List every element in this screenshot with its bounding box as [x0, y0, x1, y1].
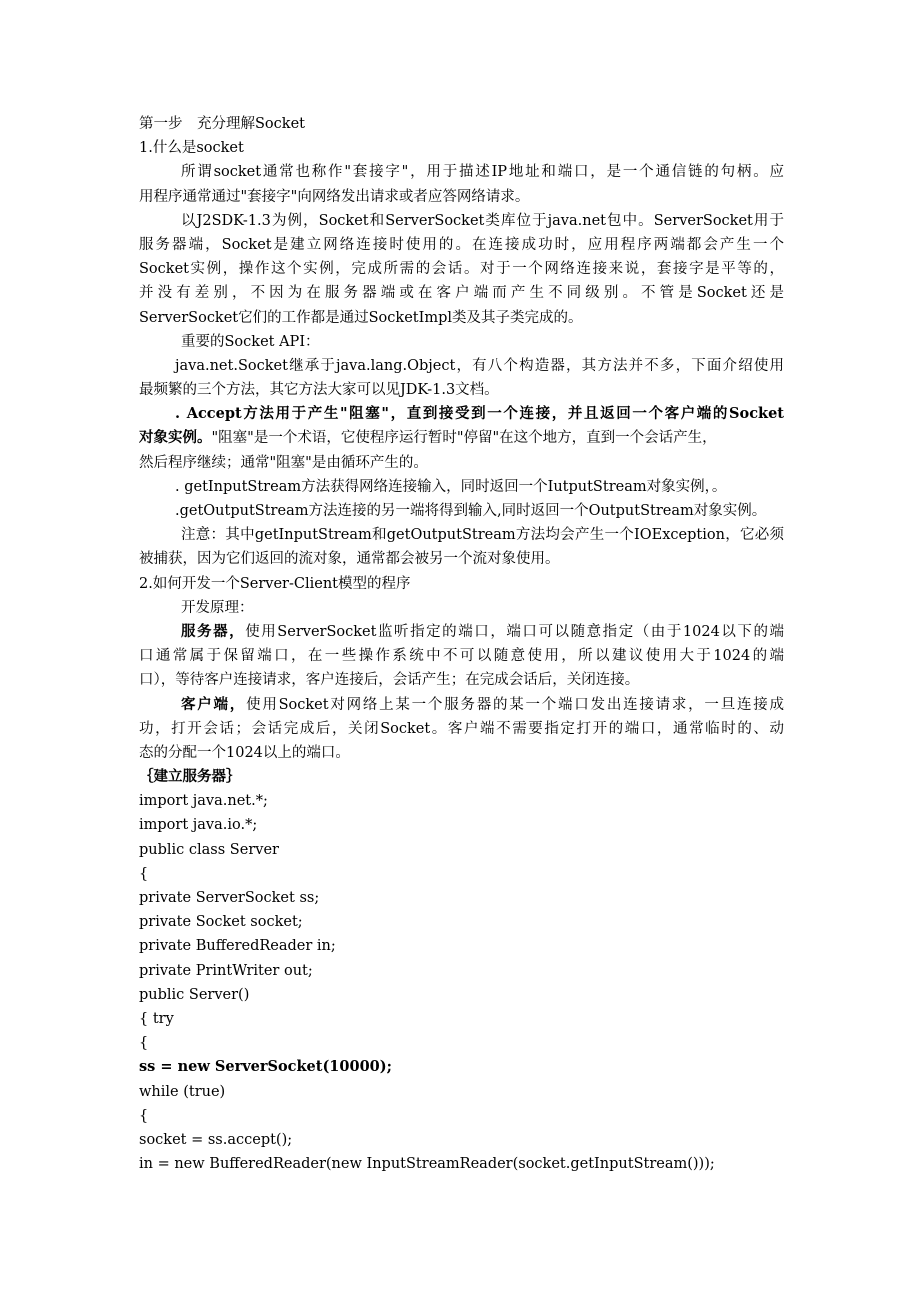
note-line-1: 注意：其中getInputStream和getOutputStream方法均会产生一个IOException，它必须	[181, 527, 784, 544]
code-line-8: private PrintWriter out;	[139, 962, 313, 979]
code-line-5: private ServerSocket ss;	[139, 890, 320, 906]
code-line-bold: ss = new ServerSocket(10000);	[139, 1058, 392, 1076]
code-line-7: private BufferedReader in;	[139, 938, 336, 955]
section-heading-2: 2.如何开发一个Server-Client模型的程序	[139, 575, 411, 592]
code-line-3: public class Server	[139, 841, 279, 858]
para-3-line-2: 最频繁的三个方法，其它方法大家可以见JDK-1.3文档。	[139, 382, 499, 399]
para-2-line-5: ServerSocket它们的工作都是通过SocketImpl类及其子类完成的。	[139, 309, 583, 326]
accept-method-line-1: . Accept方法用于产生"阻塞"，直到接受到一个连接，并且返回一个客户端的Socket	[175, 405, 784, 423]
api-title: 重要的Socket API：	[181, 333, 320, 350]
para-1-line-1: 所谓socket通常也称作"套接字"，用于描述IP地址和端口，是一个通信链的句柄。应	[181, 164, 784, 181]
code-line-6: private Socket socket;	[139, 914, 303, 931]
build-server-title: ｛建立服务器｝	[139, 768, 241, 786]
code-line-11: {	[139, 1035, 149, 1052]
code-line-10: { try	[139, 1010, 174, 1027]
para-2-line-4: 并没有差别，不因为在服务器端或在客户端而产生不同级别。不管是Socket还是	[139, 285, 784, 302]
accept-method-line-3: 然后程序继续；通常"阻塞"是由循环产生的。	[139, 454, 428, 471]
client-bold-label: 客户端，	[181, 695, 247, 713]
server-line-2: 口通常属于保留端口，在一些操作系统中不可以随意使用，所以建议使用大于1024的端	[139, 648, 784, 665]
code-line-4: {	[139, 865, 149, 882]
client-line-1	[139, 693, 784, 717]
principle-title: 开发原理：	[181, 599, 254, 616]
para-3-line-1: java.net.Socket继承于java.lang.Object，有八个构造器，其方法并不多，下面介绍使用	[175, 357, 784, 374]
client-line-1-text: 使用Socket对网络上某一个服务器的某一个端口发出连接请求，一旦连接成	[246, 696, 784, 713]
client-line-3: 态的分配一个1024以上的端口。	[139, 744, 350, 761]
code-line-13: while (true)	[139, 1083, 226, 1100]
section-heading-1: 1.什么是socket	[139, 140, 244, 157]
getoutputstream-line: .getOutputStream方法连接的另一端将得到输入,同时返回一个OutputStream对象实例。	[175, 503, 767, 519]
code-line-9: public Server()	[139, 986, 250, 1003]
code-line-14: {	[139, 1107, 149, 1124]
accept-rest-text: "阻塞"是一个术语，它使程序运行暂时"停留"在这个地方，直到一个会话产生，	[211, 430, 717, 447]
getinputstream-line: . getInputStream方法获得网络连接输入，同时返回一个IutputStream对象实例，。	[175, 478, 727, 495]
para-2-line-2: 服务器端，Socket是建立网络连接时使用的。在连接成功时，应用程序两端都会产生一个	[139, 236, 784, 253]
note-line-2: 被捕获，因为它们返回的流对象，通常都会被另一个流对象使用。	[139, 551, 560, 568]
para-2-line-1: 以J2SDK-1.3为例，Socket和ServerSocket类库位于java.net包中。ServerSocket用于	[181, 212, 784, 229]
step-heading: 第一步 充分理解Socket	[139, 116, 305, 132]
document-page	[139, 112, 784, 1176]
para-2-line-3: Socket实例，操作这个实例，完成所需的会话。对于一个网络连接来说，套接字是平等的，	[139, 261, 784, 278]
server-bold-label: 服务器，	[181, 622, 246, 640]
accept-method-line-2	[139, 426, 784, 450]
code-line-1: import java.net.*;	[139, 793, 268, 810]
accept-bold-text: 对象实例。	[139, 429, 212, 447]
code-line-2: import java.io.*;	[139, 817, 258, 834]
server-line-1	[139, 620, 784, 644]
code-line-16: in = new BufferedReader(new InputStreamReader(socket.getInputStream()));	[139, 1156, 715, 1173]
server-line-3: 口），等待客户连接请求，客户连接后，会话产生；在完成会话后，关闭连接。	[139, 672, 640, 689]
server-line-1-text: 使用ServerSocket监听指定的端口，端口可以随意指定（由于1024以下的端	[245, 623, 784, 640]
para-1-line-2: 用程序通常通过"套接字"向网络发出请求或者应答网络请求。	[139, 188, 530, 205]
client-line-2: 功，打开会话；会话完成后，关闭Socket。客户端不需要指定打开的端口，通常临时的、动	[139, 720, 784, 737]
code-line-15: socket = ss.accept();	[139, 1131, 293, 1148]
